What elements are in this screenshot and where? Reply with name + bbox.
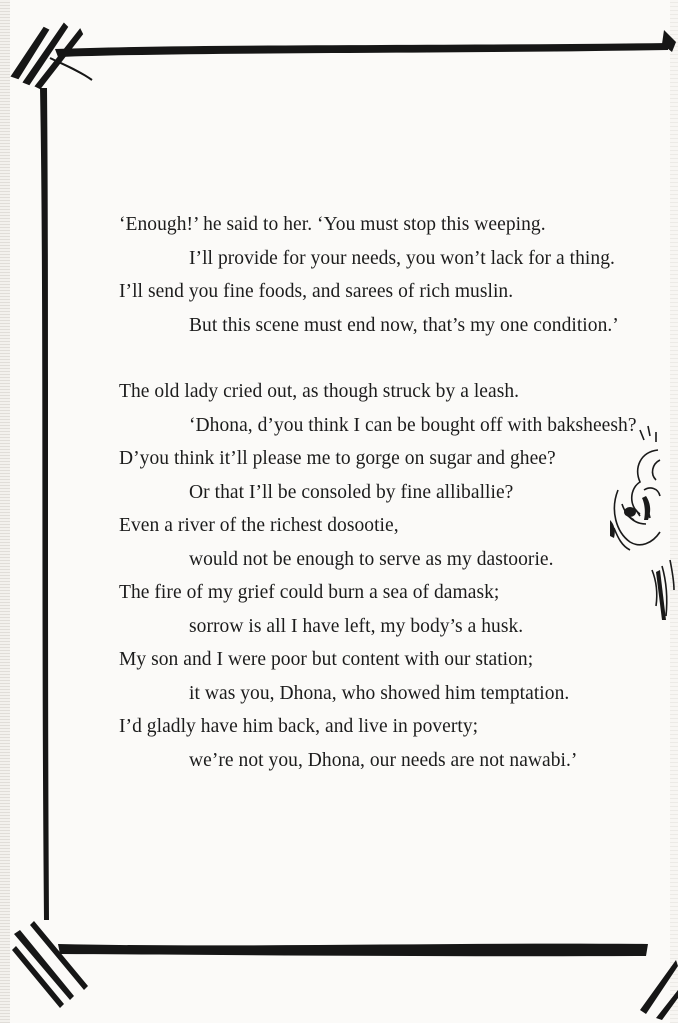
poem-line: I’d gladly have him back, and live in poverty; [119,716,479,737]
stanza-1 [119,208,659,342]
poem-line: Even a river of the richest dosootie, [119,515,399,536]
poem-line: My son and I were poor but content with our station; [119,649,534,670]
stanza-2 [119,375,659,777]
poem-line-indented: I’ll provide for your needs, you won’t lack for a thing. [189,247,615,269]
left-brush-rule [40,88,49,920]
poem-line-indented: would not be enough to serve as my dastoorie. [189,548,554,570]
poem-line-indented: we’re not you, Dhona, our needs are not nawabi.’ [189,749,578,771]
poem-line-indented: Or that I’ll be consoled by fine alliballie? [189,481,514,503]
poem-line-indented: ‘Dhona, d’you think I can be bought off with baksheesh? [189,414,637,436]
poem-line: The fire of my grief could burn a sea of damask; [119,582,500,603]
poem-line-indented: But this scene must end now, that’s my one condition.’ [189,314,619,336]
top-brush-rule [55,43,668,57]
poem [119,208,659,810]
poem-line: The old lady cried out, as though struck by a leash. [119,381,520,402]
bottom-right-slashes [640,960,678,1020]
poem-line: ‘Enough!’ he said to her. ‘You must stop this weeping. [119,214,546,235]
poem-line-indented: it was you, Dhona, who showed him temptation. [189,682,570,704]
poem-line-indented: sorrow is all I have left, my body’s a husk. [189,615,524,637]
bottom-left-slashes [12,921,88,1008]
bottom-brush-rule [58,944,648,957]
poem-line: D’you think it’ll please me to gorge on sugar and ghee? [119,448,556,469]
poem-line: I’ll send you fine foods, and sarees of rich muslin. [119,281,514,302]
